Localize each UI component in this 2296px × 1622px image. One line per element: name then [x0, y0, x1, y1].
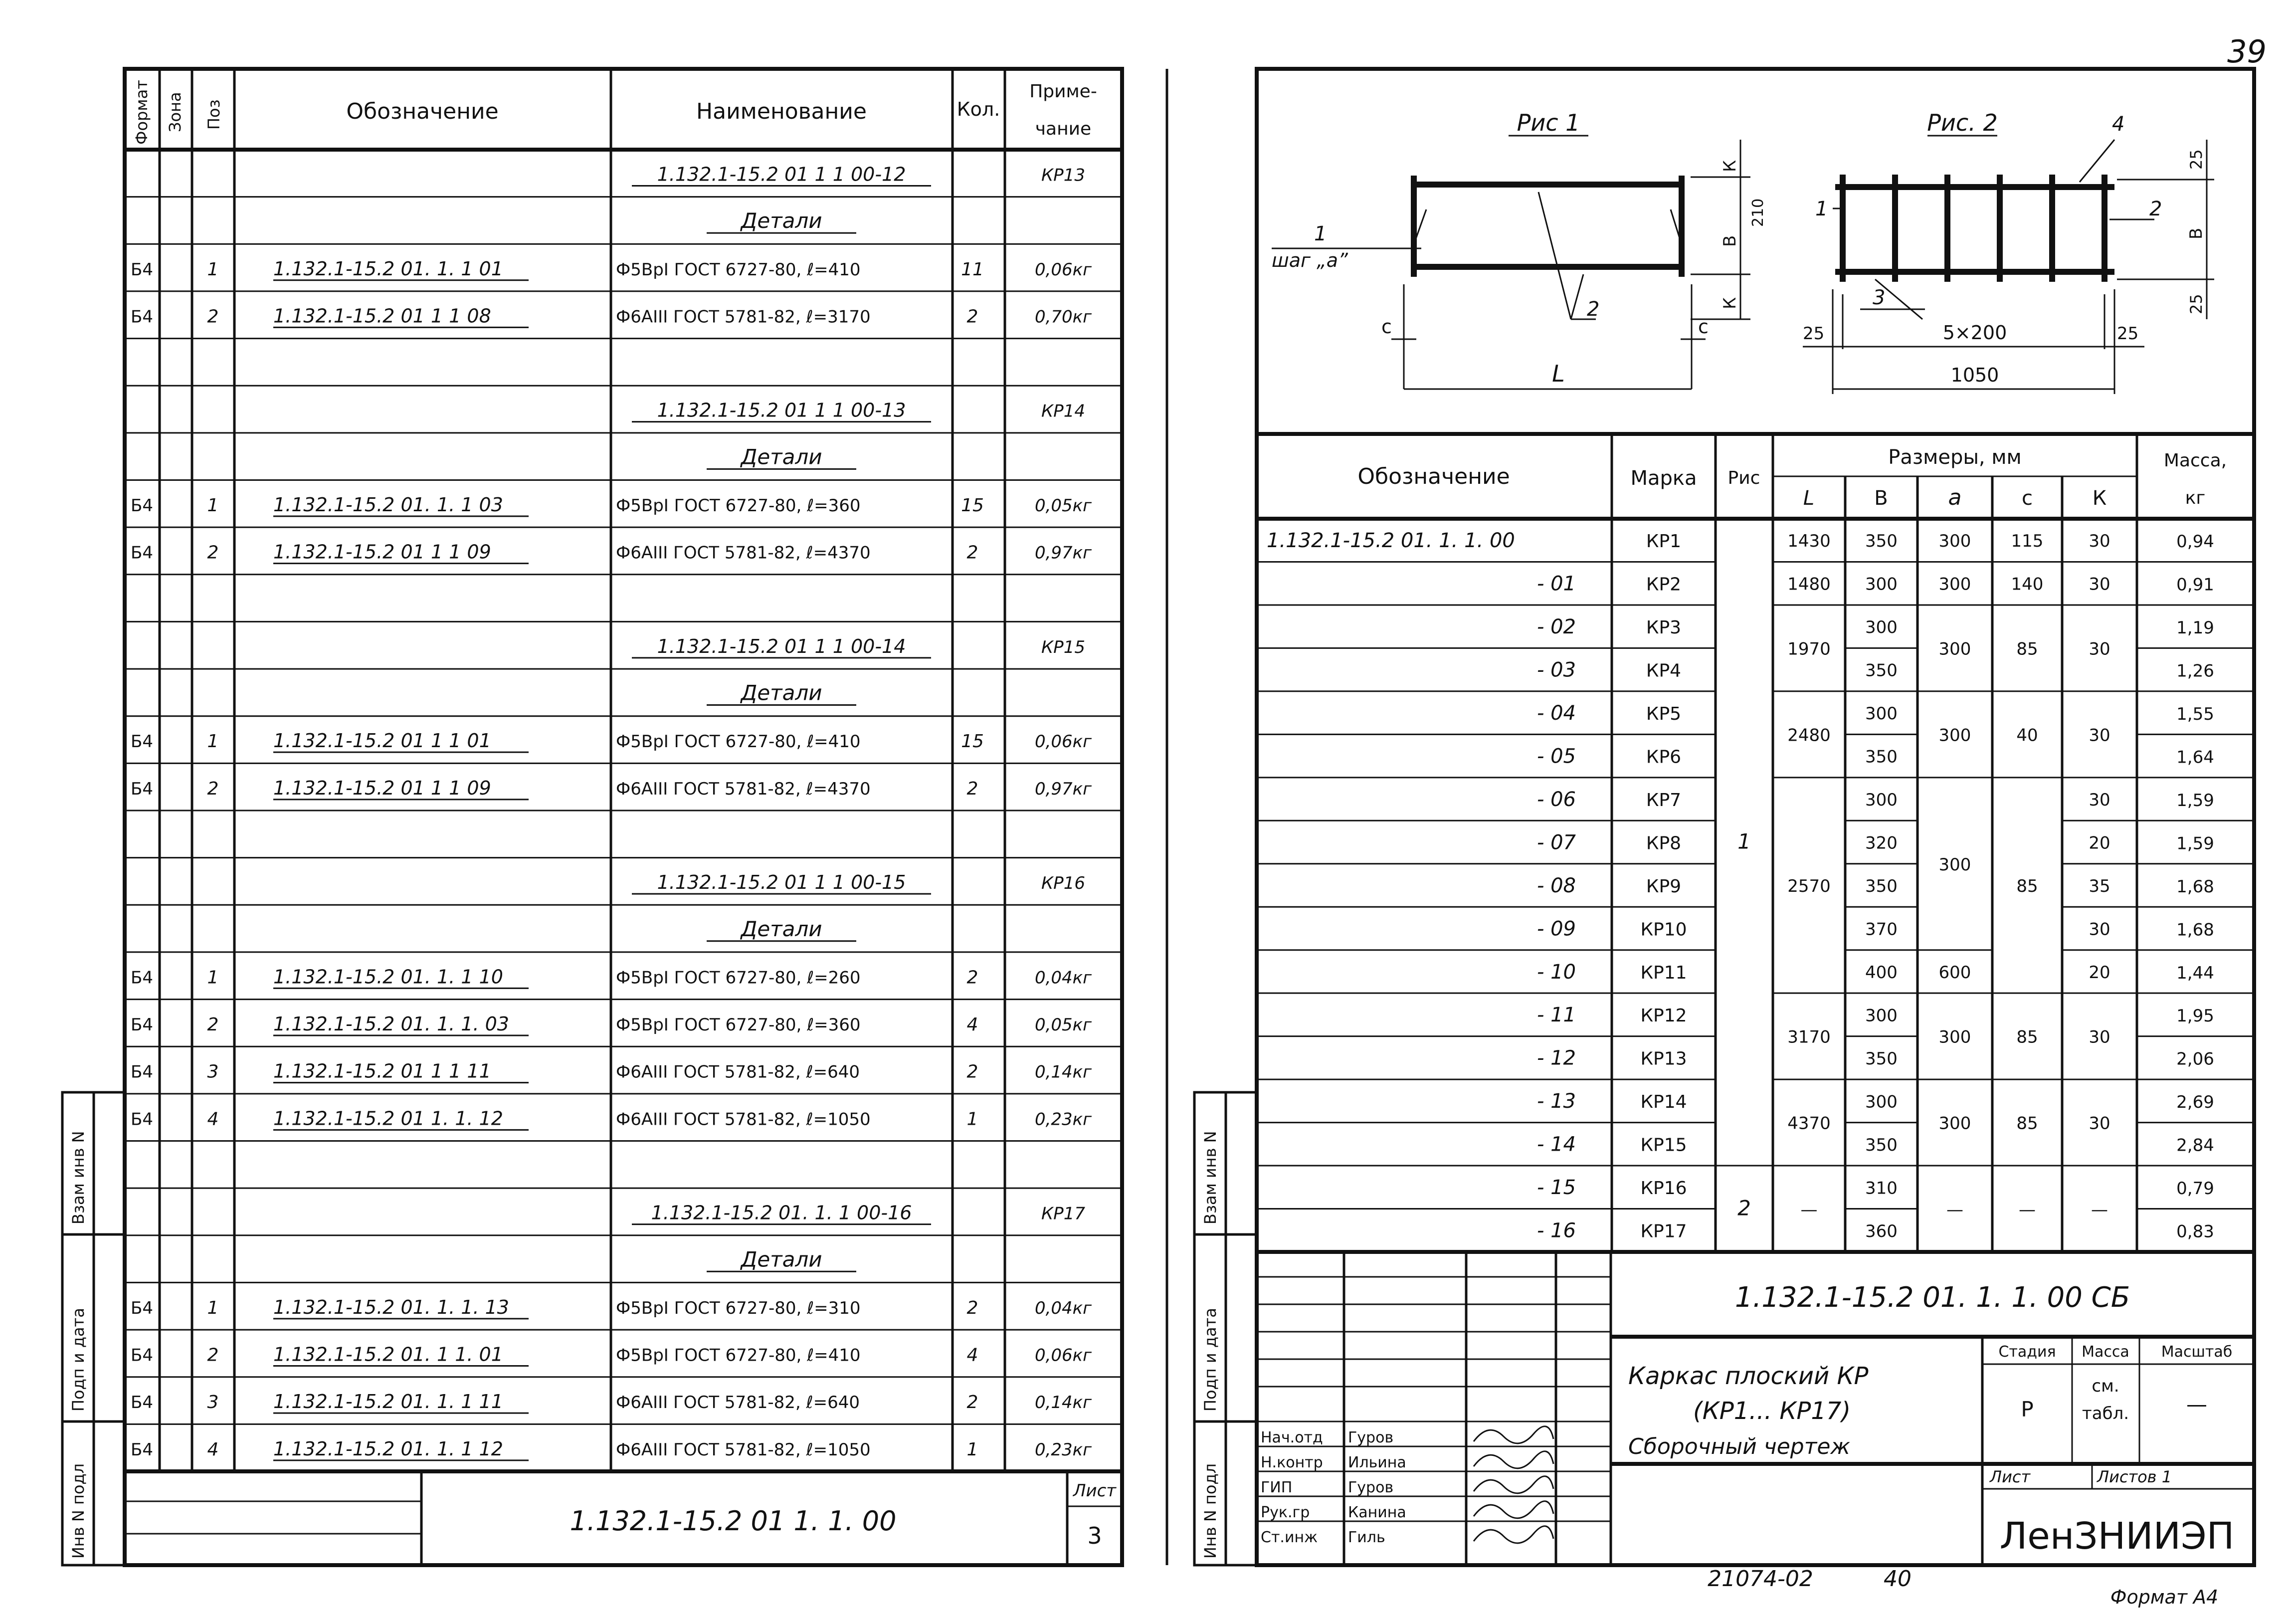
cell-K: 30: [2089, 790, 2110, 811]
row-mark: КР13: [1640, 1048, 1687, 1069]
cell-L: —: [1800, 1200, 1818, 1220]
stamp-scale-label: Масштаб: [2161, 1343, 2233, 1361]
row-designation: - 03: [1536, 658, 1576, 682]
signature: [1474, 1501, 1553, 1518]
cell-c: 40: [2016, 725, 2038, 746]
row-designation: 1.132.1-15.2 01 1 1 08: [273, 305, 491, 327]
row-qty: 2: [966, 306, 978, 327]
row-note: 0,97кг: [1034, 543, 1092, 563]
cell-B: 300: [1865, 704, 1898, 724]
fig1-c-right: с: [1698, 316, 1709, 338]
row-note: 0,05кг: [1034, 495, 1092, 516]
row-mass: 0,94: [2176, 532, 2214, 552]
fig1-K-top: К: [1720, 160, 1740, 172]
row-pos: 2: [207, 542, 219, 563]
page-number: 39: [2227, 33, 2267, 70]
row-qty: 15: [961, 731, 984, 752]
cell-B: 350: [1865, 531, 1898, 552]
row-format: Б4: [131, 307, 153, 327]
row-mass: 1,68: [2176, 920, 2214, 940]
row-mark: КР1: [1646, 531, 1682, 552]
row-name: Ф6АIII ГОСТ 5781-82, ℓ=3170: [616, 307, 871, 327]
row-name: Ф5ВрI ГОСТ 6727-80, ℓ=260: [616, 968, 861, 988]
row-note: 0,04кг: [1034, 968, 1092, 988]
signature: [1474, 1426, 1553, 1443]
row-mark: КР6: [1646, 747, 1682, 768]
row-format: Б4: [131, 1345, 153, 1366]
row-format: Б4: [131, 543, 153, 563]
row-mark: КР9: [1646, 876, 1682, 897]
fig2-pos4: 4: [2112, 113, 2125, 136]
stamp-title-2: (КР1... КР17): [1693, 1397, 1851, 1425]
th-mark: Марка: [1630, 467, 1697, 490]
row-qty: 1: [966, 1439, 978, 1460]
header-note-2: чание: [1035, 119, 1092, 139]
row-mark: КР12: [1640, 1006, 1687, 1026]
row-pos: 1: [207, 731, 219, 752]
row-pos: 2: [207, 306, 219, 327]
figure-2: [1803, 109, 2214, 394]
stamp-org: ЛенЗНИИЭП: [1999, 1515, 2235, 1558]
row-designation: - 04: [1536, 701, 1576, 725]
row-note: КР17: [1041, 1204, 1085, 1224]
row-name: Ф5ВрI ГОСТ 6727-80, ℓ=410: [616, 732, 861, 752]
left-sheet: [62, 69, 1122, 1565]
left-sheet-label: Лист: [1073, 1481, 1117, 1501]
row-mass: 1,19: [2176, 618, 2214, 638]
row-qty: 11: [961, 259, 984, 280]
row-format: Б4: [131, 732, 153, 752]
stamp-sheet-label: Лист: [1990, 1467, 2031, 1486]
row-mass: 2,69: [2176, 1092, 2214, 1113]
cell-K: 30: [2089, 639, 2110, 659]
cell-c: 85: [2016, 876, 2038, 896]
cell-B: 320: [1865, 833, 1898, 853]
row-name: Ф6АIII ГОСТ 5781-82, ℓ=4370: [616, 543, 871, 563]
row-format: Б4: [131, 1439, 153, 1460]
stamp-mass-label: Масса: [2082, 1343, 2129, 1361]
cell-fig: 1: [1737, 829, 1751, 854]
stamp-sheets-label: Листов 1: [2097, 1467, 2172, 1486]
th-dims: Размеры, мм: [1888, 446, 2022, 469]
header-designation: Обозначение: [346, 99, 499, 124]
row-mass: 1,95: [2176, 1006, 2214, 1026]
row-mark: КР15: [1640, 1135, 1687, 1156]
row-mark: КР10: [1640, 919, 1687, 940]
th-fig: Рис: [1727, 468, 1760, 488]
signature: [1474, 1526, 1553, 1543]
header-qty: Кол.: [957, 98, 1000, 120]
assembly-designation: 1.132.1-15.2 01 1 1 00-14: [657, 635, 906, 657]
row-mark: КР14: [1640, 1092, 1687, 1113]
fig1-pos2: 2: [1587, 298, 1600, 321]
cell-a: 300: [1938, 1027, 1971, 1047]
row-mark: КР5: [1646, 703, 1682, 724]
row-qty: 15: [961, 495, 984, 516]
row-mass: 1,26: [2176, 661, 2214, 681]
cell-c: —: [2019, 1200, 2036, 1220]
row-format: Б4: [131, 1015, 153, 1035]
row-note: 0,06кг: [1034, 1345, 1092, 1366]
cell-a: 300: [1938, 639, 1971, 659]
cell-K: 30: [2089, 725, 2110, 746]
row-mass: 0,79: [2176, 1179, 2214, 1199]
fig1-pitch: шаг „a”: [1272, 249, 1348, 271]
cell-B: 350: [1865, 1135, 1898, 1155]
title-block: [1257, 1252, 2254, 1565]
row-format: Б4: [131, 1298, 153, 1318]
row-designation: 1.132.1-15.2 01 1 1 09: [273, 777, 491, 799]
cell-a: 300: [1938, 574, 1971, 595]
row-note: 0,23кг: [1034, 1439, 1092, 1460]
fig2-d25-top: 25: [2187, 149, 2206, 170]
cell-B: 300: [1865, 1092, 1898, 1112]
row-format: Б4: [131, 495, 153, 516]
row-note: 0,04кг: [1034, 1298, 1092, 1318]
dimension-table: [1257, 434, 2254, 1252]
row-name: Ф5ВрI ГОСТ 6727-80, ℓ=360: [616, 1015, 861, 1035]
stamp-mass-1: см.: [2092, 1376, 2119, 1396]
th-L: L: [1803, 487, 1815, 510]
cell-K: 30: [2089, 1027, 2110, 1047]
row-pos: 1: [207, 1297, 219, 1318]
row-designation: - 16: [1536, 1219, 1576, 1242]
cell-B: 360: [1865, 1221, 1898, 1241]
row-designation: 1.132.1-15.2 01. 1. 1 01: [273, 257, 503, 280]
row-mark: КР4: [1646, 660, 1682, 681]
cell-B: 300: [1865, 617, 1898, 638]
left-sheet-number: 3: [1087, 1522, 1102, 1549]
fig2-total: 1050: [1950, 364, 1999, 386]
row-note: 0,06кг: [1034, 259, 1092, 280]
row-mass: 2,84: [2176, 1135, 2214, 1156]
row-designation: 1.132.1-15.2 01. 1 1. 01: [273, 1343, 503, 1366]
section-title: Детали: [741, 1247, 822, 1272]
row-format: Б4: [131, 779, 153, 799]
fig1-title: Рис 1: [1517, 109, 1580, 136]
row-qty: 2: [966, 778, 978, 799]
fig2-title: Рис. 2: [1927, 109, 1998, 136]
row-format: Б4: [131, 968, 153, 988]
row-designation: - 07: [1536, 831, 1576, 854]
fig1-pos1: 1: [1314, 222, 1327, 245]
signature: [1474, 1451, 1553, 1468]
row-pos: 1: [207, 495, 219, 516]
fig2-spacing: 5×200: [1942, 322, 2007, 344]
fig2-pos1: 1: [1815, 198, 1828, 220]
stamp-scale: —: [2186, 1392, 2207, 1417]
row-name: Ф5ВрI ГОСТ 6727-80, ℓ=410: [616, 1345, 861, 1366]
stamp-mass-2: табл.: [2082, 1404, 2129, 1423]
left-stamp-designation: 1.132.1-15.2 01 1. 1. 00: [570, 1505, 897, 1537]
row-pos: 3: [207, 1392, 219, 1413]
row-designation: 1.132.1-15.2 01 1 1 01: [273, 730, 491, 752]
row-name: Ф6АIII ГОСТ 5781-82, ℓ=1050: [616, 1439, 871, 1460]
fig2-d25-left: 25: [1803, 324, 1825, 344]
row-note: КР13: [1041, 165, 1085, 186]
row-qty: 2: [966, 542, 978, 563]
cell-a: 300: [1938, 531, 1971, 552]
row-mass: 0,91: [2176, 575, 2214, 595]
cell-K: 30: [2089, 1113, 2110, 1134]
row-designation: - 15: [1536, 1176, 1576, 1200]
fig1-L: L: [1552, 360, 1565, 387]
row-qty: 2: [966, 1061, 978, 1082]
row-mass: 1,55: [2176, 704, 2214, 724]
row-designation: - 06: [1536, 788, 1576, 811]
fig1-c-left: с: [1381, 316, 1392, 338]
row-designation: 1.132.1-15.2 01 1. 1. 12: [273, 1107, 503, 1130]
row-note: КР14: [1041, 401, 1085, 421]
fig1-dim210: 210: [1749, 198, 1767, 227]
stamp-role: ГИП: [1261, 1479, 1293, 1496]
row-designation: 1.132.1-15.2 01 1 1 11: [273, 1060, 491, 1082]
cell-K: 20: [2089, 833, 2110, 853]
row-designation: - 14: [1536, 1133, 1576, 1156]
row-mass: 1,68: [2176, 876, 2214, 897]
th-a: a: [1948, 485, 1962, 510]
stamp-name: Ильина: [1348, 1454, 1406, 1471]
fig2-d25-bottom: 25: [2187, 294, 2206, 314]
right-sheet: [1194, 69, 2254, 1565]
row-designation: 1.132.1-15.2 01 1 1 09: [273, 541, 491, 563]
table-rows: [1257, 529, 2254, 1242]
row-pos: 2: [207, 1014, 219, 1035]
figure-1: [1272, 109, 1767, 389]
cell-fig: 2: [1737, 1196, 1751, 1220]
row-mark: КР7: [1646, 790, 1682, 811]
cell-B: 350: [1865, 1048, 1898, 1069]
row-mark: КР2: [1646, 574, 1682, 595]
section-title: Детали: [741, 680, 822, 705]
row-mass: 2,06: [2176, 1049, 2214, 1069]
row-note: 0,06кг: [1034, 732, 1092, 752]
row-designation: - 05: [1536, 745, 1576, 768]
cell-L: 1480: [1787, 574, 1831, 595]
row-name: Ф5ВрI ГОСТ 6727-80, ℓ=410: [616, 259, 861, 280]
row-name: Ф6АIII ГОСТ 5781-82, ℓ=640: [616, 1062, 860, 1082]
th-K: К: [2092, 487, 2107, 510]
stamp-role: Ст.инж: [1261, 1529, 1318, 1546]
row-qty: 1: [966, 1109, 978, 1130]
cell-B: 370: [1865, 919, 1898, 940]
cell-a: 300: [1938, 1113, 1971, 1134]
section-title: Детали: [741, 444, 822, 469]
cell-c: 85: [2016, 639, 2038, 659]
cell-L: 2480: [1787, 725, 1831, 746]
header-pos: Поз: [204, 99, 223, 130]
footer-page: 40: [1884, 1566, 1912, 1592]
cell-B: 350: [1865, 876, 1898, 896]
row-pos: 4: [207, 1109, 219, 1130]
cell-K: 35: [2089, 876, 2110, 896]
row-mark: КР16: [1640, 1178, 1687, 1199]
cell-L: 3170: [1787, 1027, 1831, 1047]
cell-L: 2570: [1787, 876, 1831, 896]
assembly-designation: 1.132.1-15.2 01. 1. 1 00-16: [651, 1202, 912, 1224]
stamp-stage: Р: [2021, 1397, 2034, 1421]
signature: [1474, 1476, 1553, 1493]
row-designation: - 02: [1536, 615, 1576, 639]
cell-B: 350: [1865, 660, 1898, 681]
cell-c: 115: [2011, 531, 2044, 552]
section-title: Детали: [741, 208, 822, 233]
row-note: КР15: [1041, 637, 1085, 657]
row-mark: КР11: [1640, 962, 1687, 983]
th-c: с: [2022, 487, 2033, 510]
assembly-designation: 1.132.1-15.2 01 1 1 00-13: [657, 399, 906, 421]
cell-c: 85: [2016, 1027, 2038, 1047]
row-designation: - 08: [1536, 874, 1576, 897]
row-mark: КР3: [1646, 617, 1682, 638]
row-format: Б4: [131, 1062, 153, 1082]
row-pos: 1: [207, 967, 219, 988]
stamp-name: Гуров: [1348, 1429, 1394, 1446]
row-mass: 0,83: [2176, 1221, 2214, 1242]
row-designation: - 10: [1536, 960, 1576, 984]
row-designation: - 01: [1536, 572, 1576, 596]
cell-L: 1430: [1787, 531, 1831, 552]
stamp-title-1: Каркас плоский КР: [1628, 1362, 1869, 1390]
row-pos: 4: [207, 1439, 219, 1460]
row-designation: 1.132.1-15.2 01. 1. 1. 03: [273, 1013, 509, 1035]
header-zone: Зона: [166, 92, 185, 132]
row-designation: 1.132.1-15.2 01. 1. 1. 00: [1267, 529, 1515, 553]
stamp-title-3: Сборочный чертеж: [1628, 1434, 1851, 1459]
fig2-pos2: 2: [2149, 198, 2162, 220]
cell-K: 30: [2089, 531, 2110, 552]
stamp-role: Н.контр: [1261, 1454, 1323, 1471]
stamp-stage-label: Стадия: [1998, 1343, 2056, 1361]
cell-a: —: [1946, 1200, 1963, 1220]
row-designation: 1.132.1-15.2 01. 1. 1 12: [273, 1437, 503, 1460]
row-qty: 2: [966, 1392, 978, 1413]
stamp-name: Гуров: [1348, 1479, 1394, 1496]
row-note: 0,05кг: [1034, 1015, 1092, 1035]
row-note: 0,97кг: [1034, 779, 1092, 799]
left-margin-label-1: Взам инв N: [69, 1131, 88, 1224]
stamp-role: Рук.гр: [1261, 1504, 1310, 1521]
row-name: Ф5ВрI ГОСТ 6727-80, ℓ=310: [616, 1298, 861, 1318]
right-margin-label-3: Инв N подл: [1201, 1463, 1220, 1559]
row-note: 0,14кг: [1034, 1062, 1092, 1082]
cell-a: 300: [1938, 725, 1971, 746]
row-name: Ф6АIII ГОСТ 5781-82, ℓ=1050: [616, 1109, 871, 1130]
row-qty: 4: [966, 1345, 978, 1366]
row-mark: КР17: [1640, 1221, 1687, 1242]
row-pos: 1: [207, 259, 219, 280]
cell-B: 400: [1865, 962, 1898, 983]
spec-rows: [125, 163, 1122, 1460]
row-note: 0,14кг: [1034, 1393, 1092, 1413]
section-title: Детали: [741, 916, 822, 941]
cell-L: 1970: [1787, 639, 1831, 659]
cell-c: 140: [2011, 574, 2044, 595]
row-format: Б4: [131, 259, 153, 280]
row-mass: 1,64: [2176, 747, 2214, 768]
row-qty: 2: [966, 967, 978, 988]
row-name: Ф6АIII ГОСТ 5781-82, ℓ=640: [616, 1393, 860, 1413]
stamp-name: Гиль: [1348, 1529, 1385, 1546]
stamp-people: [1261, 1426, 1553, 1546]
row-designation: 1.132.1-15.2 01. 1. 1. 13: [273, 1296, 509, 1318]
fig2-d25-right: 25: [2117, 324, 2139, 344]
cell-B: 300: [1865, 1006, 1898, 1026]
row-pos: 2: [207, 1345, 219, 1366]
row-mass: 1,44: [2176, 963, 2214, 983]
th-B: В: [1874, 487, 1888, 510]
row-mass: 1,59: [2176, 790, 2214, 811]
row-qty: 2: [966, 1297, 978, 1318]
row-note: 0,23кг: [1034, 1109, 1092, 1130]
row-format: Б4: [131, 1109, 153, 1130]
cell-K: 30: [2089, 574, 2110, 595]
cell-B: 310: [1865, 1178, 1898, 1199]
cell-K: 20: [2089, 962, 2110, 983]
cell-a: 300: [1938, 854, 1971, 875]
row-pos: 3: [207, 1061, 219, 1082]
header-note-1: Приме-: [1029, 81, 1097, 102]
th-mass-2: кг: [2185, 488, 2206, 508]
row-note: КР16: [1041, 873, 1085, 894]
row-designation: - 13: [1536, 1090, 1576, 1113]
fig1-B: В: [1720, 235, 1740, 247]
row-note: 0,70кг: [1034, 307, 1092, 327]
right-margin-label-1: Взам инв N: [1201, 1131, 1220, 1224]
right-margin-label-2: Подп и дата: [1201, 1308, 1220, 1412]
fig1-K-bottom: К: [1720, 297, 1740, 309]
footer-number: 21074-02: [1708, 1566, 1813, 1592]
left-margin-label-3: Инв N подл: [69, 1463, 88, 1559]
footer-format: Формат А4: [2110, 1586, 2219, 1608]
cell-B: 300: [1865, 574, 1898, 595]
cell-L: 4370: [1787, 1113, 1831, 1134]
row-designation: 1.132.1-15.2 01. 1. 1 11: [273, 1391, 503, 1413]
fig2-B: В: [2186, 227, 2206, 239]
cell-B: 300: [1865, 790, 1898, 811]
assembly-designation: 1.132.1-15.2 01 1 1 00-12: [657, 163, 906, 186]
stamp-role: Нач.отд: [1261, 1429, 1323, 1446]
row-designation: 1.132.1-15.2 01. 1. 1 03: [273, 493, 503, 516]
row-designation: - 12: [1536, 1046, 1576, 1070]
stamp-designation: 1.132.1-15.2 01. 1. 1. 00 СБ: [1734, 1281, 2130, 1314]
fig2-pos3: 3: [1873, 286, 1886, 309]
cell-K: —: [2091, 1200, 2108, 1220]
cell-a: 600: [1938, 962, 1971, 983]
cell-c: 85: [2016, 1113, 2038, 1134]
th-mass-1: Масса,: [2163, 450, 2227, 471]
row-name: Ф5ВрI ГОСТ 6727-80, ℓ=360: [616, 495, 861, 516]
assembly-designation: 1.132.1-15.2 01 1 1 00-15: [657, 871, 906, 894]
row-designation: - 11: [1536, 1004, 1576, 1027]
row-pos: 2: [207, 778, 219, 799]
left-margin-label-2: Подп и дата: [69, 1308, 88, 1412]
stamp-name: Канина: [1348, 1504, 1406, 1521]
header-name: Наименование: [696, 99, 867, 124]
row-mass: 1,59: [2176, 833, 2214, 854]
row-designation: - 09: [1536, 917, 1576, 941]
row-format: Б4: [131, 1393, 153, 1413]
cell-B: 350: [1865, 747, 1898, 767]
row-mark: КР8: [1646, 833, 1682, 854]
row-designation: 1.132.1-15.2 01. 1. 1 10: [273, 966, 503, 988]
row-qty: 4: [966, 1014, 978, 1035]
th-designation: Обозначение: [1357, 464, 1510, 489]
header-format: Формат: [132, 80, 151, 145]
row-name: Ф6АIII ГОСТ 5781-82, ℓ=4370: [616, 779, 871, 799]
cell-K: 30: [2089, 919, 2110, 940]
